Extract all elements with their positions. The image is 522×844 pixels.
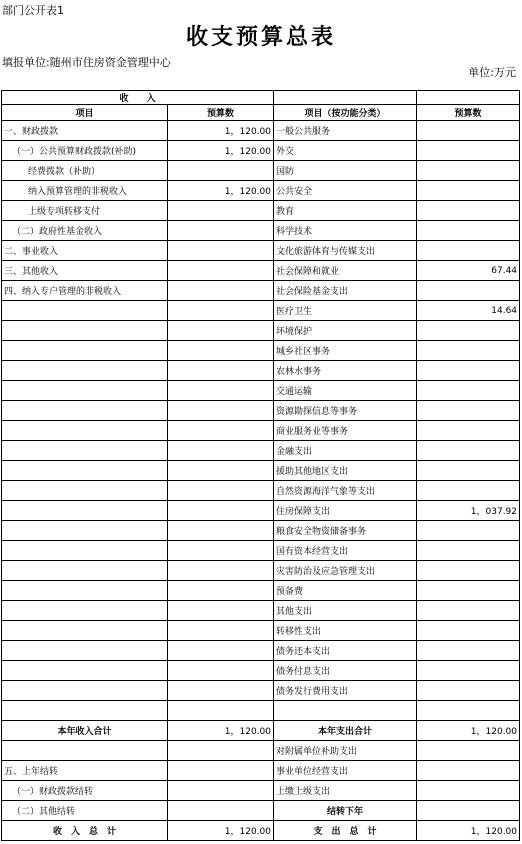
income-amount xyxy=(168,561,274,581)
expense-item: 事业单位经营支出 xyxy=(274,761,417,781)
expense-amount xyxy=(417,581,520,601)
expense-amount xyxy=(417,221,520,241)
expense-item: 预备费 xyxy=(274,581,417,601)
expense-item: 城乡社区事务 xyxy=(274,341,417,361)
expense-item: 公共安全 xyxy=(274,181,417,201)
expense-item: 转移性支出 xyxy=(274,621,417,641)
table-row xyxy=(2,441,520,461)
expense-item: 住房保障支出 xyxy=(274,501,417,521)
income-item xyxy=(2,621,168,641)
income-total-value: 1，120.00 xyxy=(168,721,274,741)
grand-income-value: 1，120.00 xyxy=(168,821,274,841)
table-row xyxy=(2,681,520,701)
table-row xyxy=(2,581,520,601)
table-row xyxy=(2,401,520,421)
col-expense-amount: 预算数 xyxy=(417,105,520,121)
table-row xyxy=(2,321,520,341)
header-spacer xyxy=(274,91,417,105)
expense-amount xyxy=(417,601,520,621)
expense-item: 粮食安全物资储备事务 xyxy=(274,521,417,541)
income-amount xyxy=(168,701,274,721)
income-amount xyxy=(168,641,274,661)
income-item xyxy=(2,741,168,761)
table-row xyxy=(2,621,520,641)
table-row xyxy=(2,541,520,561)
income-amount: 1，120.00 xyxy=(168,181,274,201)
income-amount xyxy=(168,421,274,441)
document-tag: 部门公开表1 xyxy=(2,4,64,17)
expense-amount xyxy=(417,701,520,721)
expense-item: 文化旅游体育与传媒支出 xyxy=(274,241,417,261)
table-row xyxy=(2,421,520,441)
income-item: 经费拨款（补助） xyxy=(2,161,168,181)
income-amount xyxy=(168,221,274,241)
income-amount xyxy=(168,661,274,681)
income-amount xyxy=(168,481,274,501)
expense-item: 交通运输 xyxy=(274,381,417,401)
expense-amount xyxy=(417,361,520,381)
expense-item: 国防 xyxy=(274,161,417,181)
income-amount xyxy=(168,241,274,261)
expense-amount xyxy=(417,481,520,501)
income-amount xyxy=(168,261,274,281)
income-item xyxy=(2,301,168,321)
expense-item: 一般公共服务 xyxy=(274,121,417,141)
income-item xyxy=(2,381,168,401)
expense-amount xyxy=(417,421,520,441)
income-item: 二、事业收入 xyxy=(2,241,168,261)
income-amount xyxy=(168,361,274,381)
expense-item: 金融支出 xyxy=(274,441,417,461)
expense-item: 外交 xyxy=(274,141,417,161)
grand-total-row xyxy=(2,821,520,841)
table-row xyxy=(2,201,520,221)
expense-amount xyxy=(417,281,520,301)
income-item: 四、纳入专户管理的非税收入 xyxy=(2,281,168,301)
totals-row xyxy=(2,721,520,741)
income-item xyxy=(2,321,168,341)
expense-amount xyxy=(417,761,520,781)
income-item xyxy=(2,681,168,701)
expense-amount: 67.44 xyxy=(417,261,520,281)
expense-amount xyxy=(417,521,520,541)
expense-amount xyxy=(417,621,520,641)
expense-item: 社会保险基金支出 xyxy=(274,281,417,301)
expense-amount xyxy=(417,641,520,661)
reporting-unit: 填报单位:随州市住房资金管理中心 xyxy=(2,56,171,69)
expense-amount xyxy=(417,121,520,141)
expense-amount xyxy=(417,241,520,261)
income-amount xyxy=(168,781,274,801)
expense-amount: 1，037.92 xyxy=(417,501,520,521)
table-row xyxy=(2,601,520,621)
income-item xyxy=(2,341,168,361)
table-row xyxy=(2,741,520,761)
income-item xyxy=(2,561,168,581)
income-item: 上级专项转移支付 xyxy=(2,201,168,221)
header-spacer xyxy=(417,91,520,105)
income-amount xyxy=(168,521,274,541)
table-row xyxy=(2,121,520,141)
expense-amount xyxy=(417,661,520,681)
expense-total-label: 本年支出合计 xyxy=(274,721,417,741)
income-amount xyxy=(168,801,274,821)
table-row xyxy=(2,161,520,181)
table-row xyxy=(2,761,520,781)
expense-amount xyxy=(417,681,520,701)
income-amount xyxy=(168,381,274,401)
income-item xyxy=(2,441,168,461)
page-title: 收支预算总表 xyxy=(185,25,336,50)
expense-amount xyxy=(417,201,520,221)
col-income-amount: 预算数 xyxy=(168,105,274,121)
income-amount: 1，120.00 xyxy=(168,141,274,161)
income-item: （一）公共预算财政拨款(补助) xyxy=(2,141,168,161)
income-amount xyxy=(168,741,274,761)
expense-item: 对附属单位补助支出 xyxy=(274,741,417,761)
table-row xyxy=(2,221,520,241)
expense-amount xyxy=(417,801,520,821)
income-item xyxy=(2,501,168,521)
expense-item: 社会保障和就业 xyxy=(274,261,417,281)
income-amount xyxy=(168,281,274,301)
income-amount xyxy=(168,501,274,521)
expense-amount xyxy=(417,141,520,161)
table-row xyxy=(2,461,520,481)
table-row xyxy=(2,501,520,521)
expense-item: 教育 xyxy=(274,201,417,221)
expense-amount xyxy=(417,161,520,181)
income-item: 一、财政拨款 xyxy=(2,121,168,141)
table-row xyxy=(2,141,520,161)
expense-item: 债务还本支出 xyxy=(274,641,417,661)
expense-amount xyxy=(417,561,520,581)
income-amount xyxy=(168,301,274,321)
income-item xyxy=(2,701,168,721)
expense-item: 其他支出 xyxy=(274,601,417,621)
expense-amount xyxy=(417,441,520,461)
income-item xyxy=(2,601,168,621)
income-amount xyxy=(168,541,274,561)
grand-expense-value: 1，120.00 xyxy=(417,821,520,841)
income-item: （二）政府性基金收入 xyxy=(2,221,168,241)
expense-item: 自然资源海洋气象等支出 xyxy=(274,481,417,501)
expense-item: 农林水事务 xyxy=(274,361,417,381)
income-item: （二）其他结转 xyxy=(2,801,168,821)
expense-item xyxy=(274,701,417,721)
table-row xyxy=(2,181,520,201)
expense-amount xyxy=(417,401,520,421)
table-row xyxy=(2,341,520,361)
money-unit: 单位:万元 xyxy=(468,66,516,79)
table-row xyxy=(2,481,520,501)
income-total-label: 本年收入合计 xyxy=(2,721,168,741)
income-amount xyxy=(168,601,274,621)
income-amount xyxy=(168,321,274,341)
expense-item: 援助其他地区支出 xyxy=(274,461,417,481)
income-item: （一）财政拨款结转 xyxy=(2,781,168,801)
income-item: 纳入预算管理的非税收入 xyxy=(2,181,168,201)
table-row xyxy=(2,801,520,821)
expense-amount xyxy=(417,381,520,401)
income-amount: 1，120.00 xyxy=(168,121,274,141)
income-amount xyxy=(168,681,274,701)
income-item xyxy=(2,541,168,561)
income-amount xyxy=(168,401,274,421)
income-item xyxy=(2,521,168,541)
table-row xyxy=(2,641,520,661)
table-row xyxy=(2,301,520,321)
income-item xyxy=(2,361,168,381)
expense-item: 债务付息支出 xyxy=(274,661,417,681)
expense-amount: 14.64 xyxy=(417,301,520,321)
table-row xyxy=(2,701,520,721)
income-item xyxy=(2,581,168,601)
income-amount xyxy=(168,341,274,361)
income-item xyxy=(2,481,168,501)
income-item xyxy=(2,461,168,481)
table-row xyxy=(2,361,520,381)
table-row xyxy=(2,781,520,801)
expense-item: 灾害防治及应急管理支出 xyxy=(274,561,417,581)
income-amount xyxy=(168,161,274,181)
table-row xyxy=(2,561,520,581)
expense-item: 科学技术 xyxy=(274,221,417,241)
expense-item: 上缴上级支出 xyxy=(274,781,417,801)
income-item xyxy=(2,661,168,681)
expense-amount xyxy=(417,461,520,481)
expense-item: 国有资本经营支出 xyxy=(274,541,417,561)
grand-income-label: 收 入 总 计 xyxy=(2,821,168,841)
table-row xyxy=(2,381,520,401)
table-row xyxy=(2,521,520,541)
expense-item: 结转下年 xyxy=(274,801,417,821)
income-amount xyxy=(168,621,274,641)
table-row xyxy=(2,261,520,281)
col-income-item: 项目 xyxy=(2,105,168,121)
expense-item: 债务发行费用支出 xyxy=(274,681,417,701)
expense-amount xyxy=(417,741,520,761)
expense-amount xyxy=(417,321,520,341)
expense-amount xyxy=(417,181,520,201)
income-item xyxy=(2,641,168,661)
expense-item: 医疗卫生 xyxy=(274,301,417,321)
expense-item: 资源勘探信息等事务 xyxy=(274,401,417,421)
expense-amount xyxy=(417,781,520,801)
income-group-header: 收 入 xyxy=(2,91,274,105)
income-amount xyxy=(168,201,274,221)
income-amount xyxy=(168,441,274,461)
income-item: 三、其他收入 xyxy=(2,261,168,281)
income-item xyxy=(2,401,168,421)
expense-item: 商业服务业等事务 xyxy=(274,421,417,441)
grand-expense-label: 支 出 总 计 xyxy=(274,821,417,841)
table-row xyxy=(2,241,520,261)
table-row xyxy=(2,281,520,301)
expense-item: 环境保护 xyxy=(274,321,417,341)
col-expense-item: 项目（按功能分类） xyxy=(274,105,417,121)
expense-total-value: 1，120.00 xyxy=(417,721,520,741)
income-item: 五、上年结转 xyxy=(2,761,168,781)
income-amount xyxy=(168,581,274,601)
income-amount xyxy=(168,461,274,481)
income-item xyxy=(2,421,168,441)
income-amount xyxy=(168,761,274,781)
expense-amount xyxy=(417,541,520,561)
budget-table xyxy=(1,90,520,841)
expense-amount xyxy=(417,341,520,361)
table-row xyxy=(2,661,520,681)
